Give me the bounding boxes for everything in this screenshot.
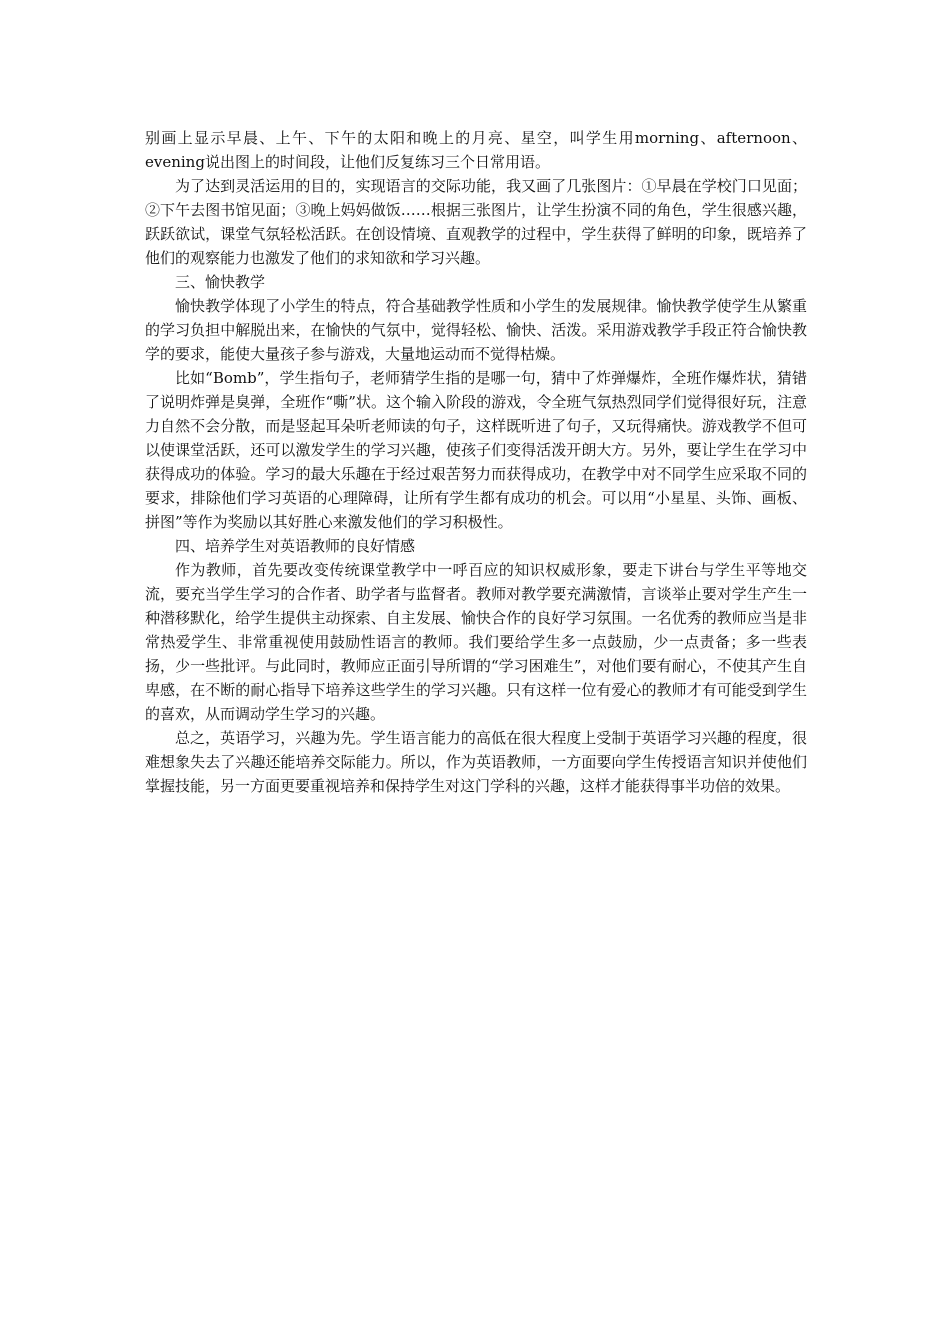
paragraph-continuation: 别画上显示早晨、上午、下午的太阳和晚上的月亮、星空，叫学生用morning、afternoon、evening说出图上的时间段，让他们反复练习三个日常用语。 — [145, 129, 807, 171]
paragraph-bomb-game: 比如“Bomb”，学生指句子，老师猜学生指的是哪一句，猜中了炸弹爆炸，全班作爆炸状，猜错了说明炸弹是臭弹，全班作“嘶”状。这个输入阶段的游戏，令全班气氛热烈同学们觉得很好玩，注意力自然不会分散，而是竖起耳朵听老师读的句子，这样既听进了句子，又玩得痛快。游戏教学不但可以使课堂活跃，还可以激发学生的学习兴趣，使孩子们变得活泼开朗大方。另外，要让学生在学习中获得成功的体验。学习的最大乐趣在于经过艰苦努力而获得成功，在教学中对不同学生应采取不同的要求，排除他们学习英语的心理障碍，让所有学生都有成功的机会。可以用“小星星、头饰、画板、拼图”等作为奖励以其好胜心来激发他们的学习积极性。 — [145, 369, 807, 531]
paragraph-happy-teaching: 愉快教学体现了小学生的特点，符合基础教学性质和小学生的发展规律。愉快教学使学生从繁重的学习负担中解脱出来，在愉快的气氛中，觉得轻松、愉快、活泼。采用游戏教学手段正符合愉快教学的要求，能使大量孩子参与游戏，大量地运动而不觉得枯燥。 — [145, 297, 807, 363]
paragraph-conclusion: 总之，英语学习，兴趣为先。学生语言能力的高低在很大程度上受制于英语学习兴趣的程度，很难想象失去了兴趣还能培养交际能力。所以，作为英语教师，一方面要向学生传授语言知识并使他们掌握技能，另一方面更要重视培养和保持学生对这门学科的兴趣，这样才能获得事半功倍的效果。 — [145, 729, 807, 795]
section-heading-teacher-relationship: 四、培养学生对英语教师的良好情感 — [175, 537, 416, 555]
document-body — [145, 126, 807, 798]
section-heading-happy-teaching: 三、愉快教学 — [175, 273, 266, 291]
paragraph-role-play: 为了达到灵活运用的目的，实现语言的交际功能，我又画了几张图片：①早晨在学校门口见面；②下午去图书馆见面；③晚上妈妈做饭……根据三张图片，让学生扮演不同的角色，学生很感兴趣，跃跃欲试，课堂气氛轻松活跃。在创设情境、直观教学的过程中，学生获得了鲜明的印象，既培养了他们的观察能力也激发了他们的求知欲和学习兴趣。 — [145, 177, 807, 267]
paragraph-teacher-role: 作为教师，首先要改变传统课堂教学中一呼百应的知识权威形象，要走下讲台与学生平等地交流，要充当学生学习的合作者、助学者与监督者。教师对教学要充满激情，言谈举止要对学生产生一种潜移默化，给学生提供主动探索、自主发展、愉快合作的良好学习氛围。一名优秀的教师应当是非常热爱学生、非常重视使用鼓励性语言的教师。我们要给学生多一点鼓励，少一点责备；多一些表扬，少一些批评。与此同时，教师应正面引导所谓的“学习困难生”，对他们要有耐心，不使其产生自卑感，在不断的耐心指导下培养这些学生的学习兴趣。只有这样一位有爱心的教师才有可能受到学生的喜欢，从而调动学生学习的兴趣。 — [145, 561, 807, 723]
